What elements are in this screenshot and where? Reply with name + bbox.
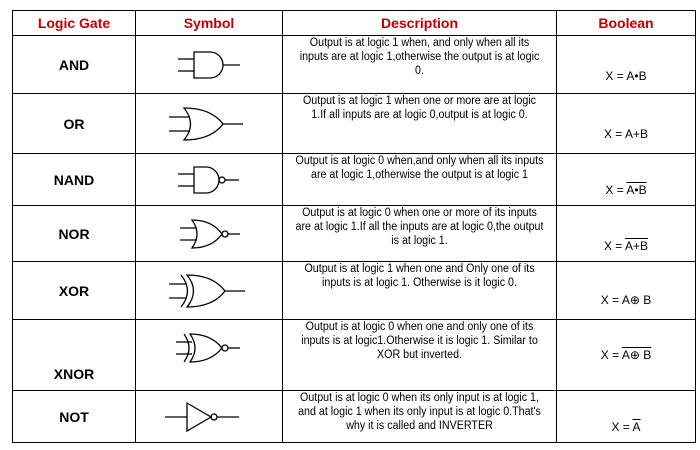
boolean-expression: X = A+B <box>557 94 696 154</box>
boolean-expression: $X = \overline{A}$ <box>557 391 696 443</box>
header-logic-gate: Logic Gate <box>13 11 136 36</box>
boolean-expression: X = A+B <box>557 206 696 262</box>
boolean-expression: X = A•B <box>557 36 696 94</box>
xor-gate-icon <box>136 262 283 320</box>
gate-name: OR <box>13 94 136 154</box>
header-description: Description <box>283 11 557 36</box>
gate-description: Output is at logic 1 when one and Only one of its inputs is at logic 1. Otherwise is it logic 0. <box>304 263 535 289</box>
table-row <box>13 206 696 262</box>
table-row <box>13 94 696 154</box>
nand-gate-icon <box>136 154 283 206</box>
gate-description: Output is at logic 0 when one and only one of its inputs is at logic1.Otherwise it is logic 1. Similar to XOR but inverted. <box>301 321 538 361</box>
not-gate-icon <box>136 391 283 443</box>
or-gate-icon <box>136 94 283 154</box>
boolean-expression: X = A⊕ B <box>557 320 696 391</box>
xnor-gate-icon <box>136 320 283 391</box>
gate-name: NOT <box>13 391 136 443</box>
table-row <box>13 320 696 391</box>
table-row <box>13 154 696 206</box>
gate-description: Output is at logic 1 when, and only when all its inputs are at logic 1,otherwise the output is at logic 0. <box>299 37 540 77</box>
gate-name: NOR <box>13 206 136 262</box>
table-row <box>13 391 696 443</box>
logic-gates-table <box>12 10 696 443</box>
gate-name: XOR <box>13 262 136 320</box>
boolean-expression: X = A⊕ B <box>557 262 696 320</box>
header-boolean: Boolean <box>557 11 696 36</box>
table-row <box>13 36 696 94</box>
gate-description: Output is at logic 0 when one or more of its inputs are at logic 1.If all the inputs are at logic 0,the output is at logic 1. <box>295 207 544 247</box>
gate-name: AND <box>13 36 136 94</box>
gate-description: Output is at logic 0 when its only input is at logic 1, and at logic 1 when its only input is at logic 0.That's why it is called and INVERTER <box>298 392 541 432</box>
gate-description: Output is at logic 0 when,and only when all its inputs are at logic 1,otherwise the output is at logic 1 <box>295 155 544 181</box>
and-gate-icon <box>136 36 283 94</box>
gate-description: Output is at logic 1 when one or more are at logic 1.If all inputs are at logic 0,output is at logic 0. <box>302 95 537 121</box>
table-row <box>13 262 696 320</box>
boolean-expression: X = A•B <box>557 154 696 206</box>
header-row <box>13 11 696 36</box>
header-symbol: Symbol <box>136 11 283 36</box>
nor-gate-icon <box>136 206 283 262</box>
gate-name: XNOR <box>13 320 136 391</box>
gate-name: NAND <box>13 154 136 206</box>
